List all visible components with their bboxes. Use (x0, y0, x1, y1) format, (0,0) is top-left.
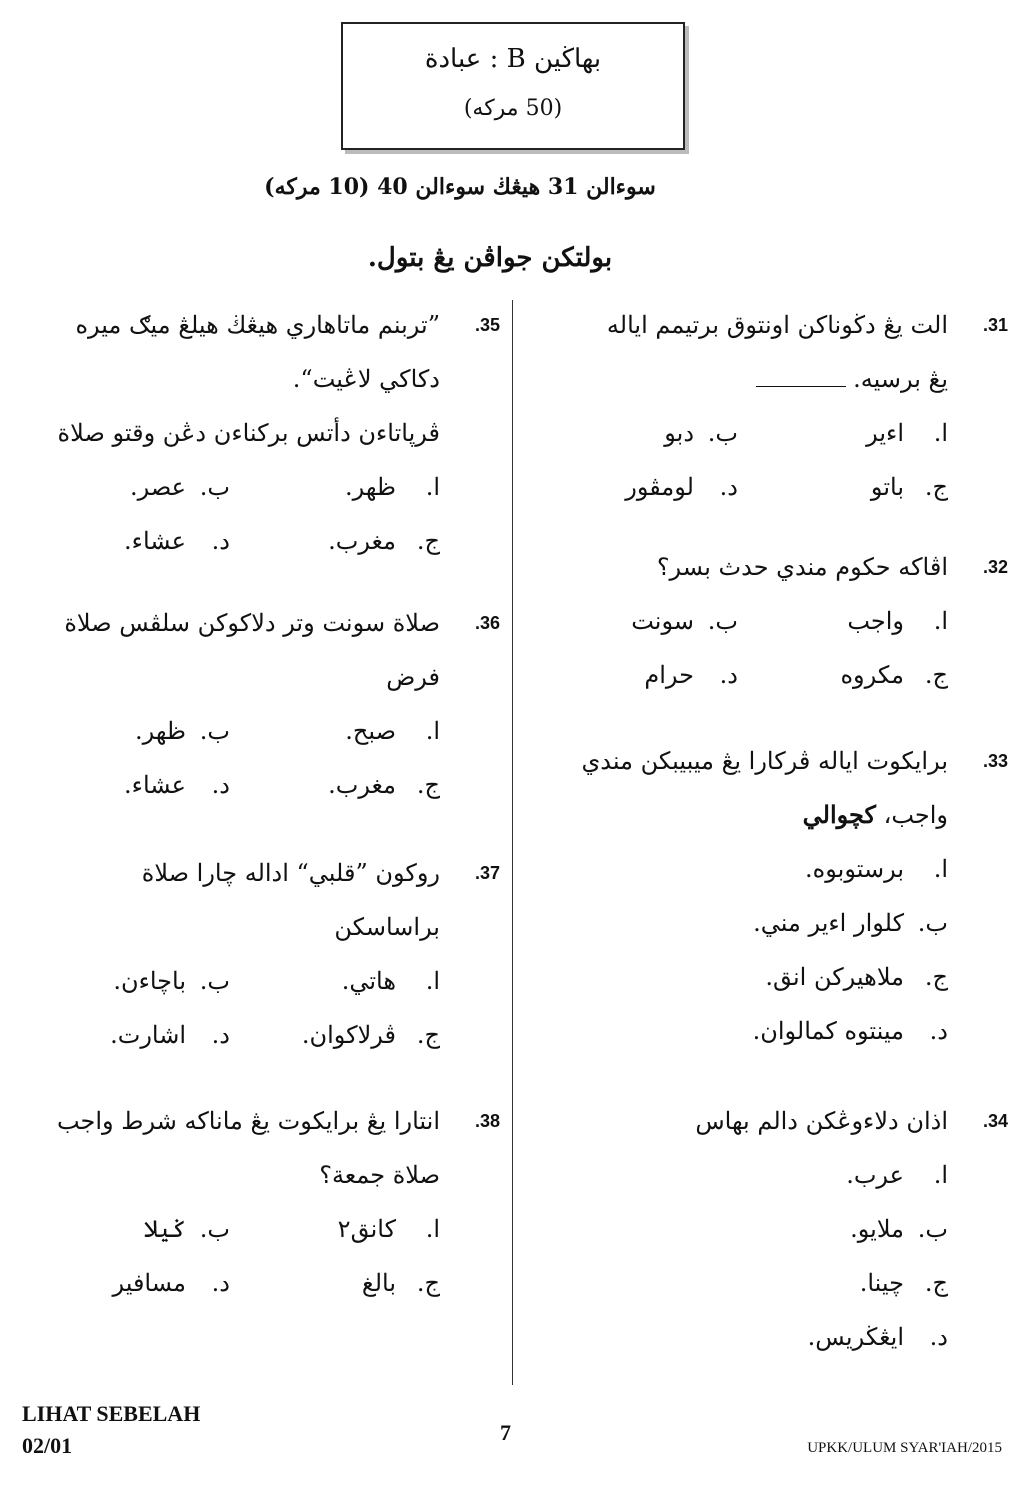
option-text: ملايو. (850, 1215, 904, 1243)
footer-left (22, 1398, 200, 1462)
option-text: بالغ (361, 1269, 396, 1297)
option-c[interactable] (230, 1008, 440, 1062)
option-label: ب. (199, 1215, 230, 1243)
question-number: 32. (982, 557, 1008, 577)
paper-code: 02/01 (22, 1433, 73, 1458)
option-label: ب. (199, 967, 230, 995)
option-b[interactable] (528, 406, 738, 460)
option-text: عرب. (846, 1161, 904, 1189)
option-text: اءير (866, 419, 904, 447)
answer-blank (756, 366, 846, 387)
option-label: ج. (416, 527, 440, 555)
option-b[interactable] (20, 954, 230, 1008)
option-c[interactable] (230, 758, 440, 812)
option-label: ب. (917, 1215, 948, 1243)
question-stem-emphasis: كچوالي (802, 800, 876, 829)
question-stem: ”تربنم ماتاهاري هيڠڬ هيلڠ ميګ ميره (75, 311, 440, 339)
section-marks: (50 مركه) (463, 96, 563, 121)
option-b[interactable] (20, 460, 230, 514)
option-label: د. (211, 771, 230, 799)
question-stem-line2: دكاكي لاڠيت“. (292, 365, 440, 393)
question-stem: برايكوت اياله ڤركارا يڠ ميبيبكن مندي (581, 747, 948, 775)
option-text: مينتوه كمالوان. (752, 1017, 904, 1045)
option-b[interactable] (528, 594, 738, 648)
question-stem-line2: صلاة جمعة؟ (319, 1161, 440, 1189)
option-a[interactable] (230, 704, 440, 758)
option-a[interactable] (738, 594, 948, 648)
option-label: د. (211, 1269, 230, 1297)
question-31 (528, 298, 1008, 514)
option-label: ج. (924, 661, 948, 689)
question-number: 38. (474, 1111, 500, 1131)
question-number: 37. (474, 863, 500, 883)
option-text: مغرب. (328, 527, 396, 555)
option-label: ج. (924, 473, 948, 501)
lihat-sebelah-label: LIHAT SEBELAH (22, 1401, 201, 1426)
option-d[interactable] (528, 460, 738, 514)
options (528, 406, 948, 514)
option-text: برستوبوه. (805, 855, 904, 883)
question-stem-text: يڠ برسيه. (853, 365, 948, 393)
option-text: عصر. (129, 473, 186, 501)
question-37 (20, 846, 500, 1062)
question-33 (528, 734, 1008, 1058)
option-c[interactable] (738, 648, 948, 702)
options (20, 704, 440, 812)
option-label: د. (929, 1017, 948, 1045)
option-d[interactable] (528, 1004, 948, 1058)
question-stem-text: واجب، (883, 801, 948, 829)
option-b[interactable] (528, 1202, 948, 1256)
option-text: صبح. (345, 717, 396, 745)
option-label: د. (211, 527, 230, 555)
option-label: ب. (707, 607, 738, 635)
option-text: ايڠڬريس. (807, 1323, 904, 1351)
question-stem: روكون ”قلبي“ اداله چارا صلاة (141, 859, 440, 887)
option-label: ب. (199, 473, 230, 501)
option-label: د. (719, 473, 738, 501)
option-text: چينا. (859, 1269, 904, 1297)
instruction-range: سوءالن 31 هيڠڬ سوءالن 40 (10 مركه) (264, 174, 656, 200)
option-c[interactable] (230, 1256, 440, 1310)
option-text: حرام (644, 661, 694, 689)
option-text: اشارت. (110, 1021, 186, 1049)
question-number: 34. (982, 1111, 1008, 1131)
page-number: 7 (500, 1420, 511, 1445)
option-label: ا. (425, 967, 440, 995)
option-d[interactable] (20, 1256, 230, 1310)
option-label: ج. (416, 1021, 440, 1049)
option-label: ا. (425, 717, 440, 745)
option-label: ا. (933, 855, 948, 883)
option-label: د. (211, 1021, 230, 1049)
instruction: بولتكن جواڤن يڠ بتول. (367, 243, 613, 273)
option-b[interactable] (20, 1202, 230, 1256)
option-text: دبو (664, 419, 694, 447)
question-36 (20, 596, 500, 812)
option-c[interactable] (528, 1256, 948, 1310)
option-d[interactable] (20, 1008, 230, 1062)
option-d[interactable] (528, 1310, 948, 1364)
option-text: ظهر. (344, 473, 396, 501)
option-c[interactable] (528, 950, 948, 1004)
options (20, 954, 440, 1062)
option-text: سونت (631, 607, 694, 635)
question-38 (20, 1094, 500, 1310)
question-stem-line2: براساسكن (334, 913, 440, 941)
column-divider (512, 300, 513, 1385)
question-stem: اڤاكه حكوم مندي حدث بسر؟ (656, 553, 948, 581)
option-label: د. (719, 661, 738, 689)
option-d[interactable] (528, 648, 738, 702)
option-text: مغرب. (328, 771, 396, 799)
option-label: ج. (924, 963, 948, 991)
question-stem-line2: فرض (386, 663, 440, 691)
option-label: ب. (917, 909, 948, 937)
option-a[interactable] (738, 406, 948, 460)
option-c[interactable] (738, 460, 948, 514)
section-title: بهاڬين B : عبادة (424, 44, 602, 74)
question-stem: اذان دلاءوڠكن دالم بهاس (695, 1107, 948, 1135)
option-text: ڤرلاكوان. (301, 1021, 396, 1049)
option-label: ب. (199, 717, 230, 745)
option-label: ا. (933, 1161, 948, 1189)
option-label: د. (929, 1323, 948, 1351)
option-text: مسافير (112, 1269, 186, 1297)
question-stem-line2 (528, 352, 948, 406)
option-a[interactable] (528, 1148, 948, 1202)
option-label: ج. (416, 1269, 440, 1297)
option-text: ظهر. (134, 717, 186, 745)
question-stem: صلاة سونت وتر دلاكوكن سلڤس صلاة (64, 609, 440, 637)
option-a[interactable] (230, 1202, 440, 1256)
option-label: ب. (707, 419, 738, 447)
question-stem: انتارا يڠ برايكوت يڠ ماناكه شرط واجب (56, 1107, 440, 1135)
question-number: 36. (474, 613, 500, 633)
option-label: ا. (425, 473, 440, 501)
option-label: ا. (425, 1215, 440, 1243)
question-34 (528, 1094, 1008, 1364)
option-text: عشاء. (124, 527, 186, 555)
option-text: هاتي. (341, 967, 396, 995)
option-text: كانق٢ (337, 1215, 396, 1243)
section-title-box (341, 22, 685, 150)
option-text: كلوار اءير مني. (753, 909, 904, 937)
question-number: 31. (982, 315, 1008, 335)
options (528, 1148, 948, 1364)
question-number: 35. (474, 315, 500, 335)
option-text: عشاء. (124, 771, 186, 799)
question-35 (20, 298, 500, 568)
options (528, 842, 948, 1058)
option-text: لومڤور (625, 473, 694, 501)
options (20, 1202, 440, 1310)
question-stem-line2 (528, 788, 948, 842)
option-label: ج. (416, 771, 440, 799)
option-text: ملاهيركن انق. (765, 963, 904, 991)
option-text: باتو (870, 473, 904, 501)
option-text: مكروه (840, 661, 904, 689)
option-label: ا. (933, 607, 948, 635)
option-label: ج. (924, 1269, 948, 1297)
question-stem: الت يڠ دڬوناكن اونتوق برتيمم اياله (606, 311, 948, 339)
options (528, 594, 948, 702)
option-b[interactable] (20, 704, 230, 758)
option-a[interactable] (230, 954, 440, 1008)
option-text: باچاءن. (113, 967, 186, 995)
question-stem-line3: ڤرڽاتاءن دأتس بركناءن دڠن وقتو صلاة (57, 419, 440, 447)
option-label: ا. (933, 419, 948, 447)
option-text: ݢيلا (143, 1215, 186, 1243)
option-a[interactable] (528, 842, 948, 896)
question-number: 33. (982, 751, 1008, 771)
paper-identifier: UPKK/ULUM SYAR'IAH/2015 (807, 1440, 1002, 1456)
option-a[interactable] (230, 460, 440, 514)
option-c[interactable] (230, 514, 440, 568)
option-text: واجب (847, 607, 904, 635)
question-32 (528, 540, 1008, 702)
options (20, 460, 440, 568)
option-b[interactable] (528, 896, 948, 950)
option-d[interactable] (20, 758, 230, 812)
option-d[interactable] (20, 514, 230, 568)
